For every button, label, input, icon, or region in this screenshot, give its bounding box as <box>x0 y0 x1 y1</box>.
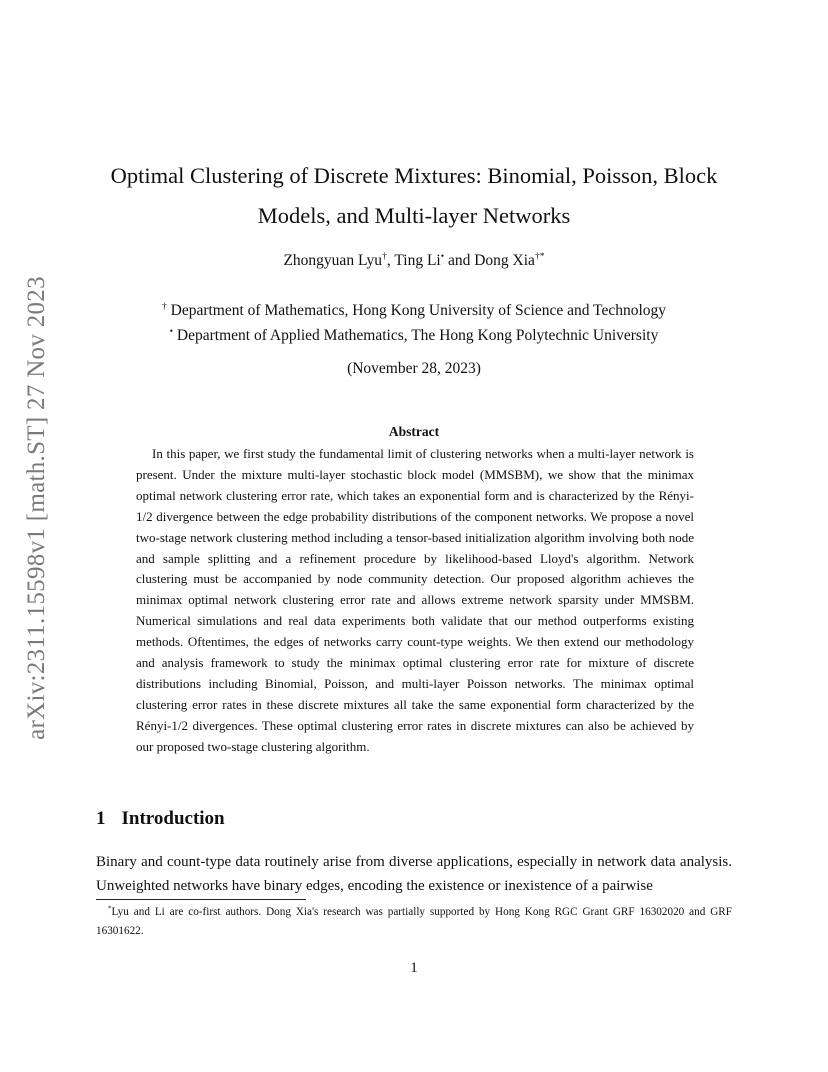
author-name: Dong Xia <box>474 252 535 269</box>
author-mark: • <box>440 250 445 262</box>
introduction-text: Binary and count-type data routinely arise from diverse applications, especially in network data analysis. Unweighted networks have binary edges, encoding the existence or inexistence of a pairwise <box>96 854 732 894</box>
section-number: 1 <box>96 808 106 829</box>
footnote-text: Lyu and Li are co-first authors. Dong Xia's research was partially supported by Hong Kong RGC Grant GRF 16302020 and GRF 16301622. <box>96 906 732 937</box>
affiliation-mark: • <box>169 325 174 337</box>
section-heading <box>96 808 225 830</box>
author-name: Ting Li <box>394 252 441 269</box>
page-number: 1 <box>410 960 418 976</box>
author-mark: † <box>382 250 387 262</box>
author-separator: and <box>444 252 475 269</box>
affiliation-text: Department of Applied Mathematics, The Hong Kong Polytechnic University <box>173 327 659 344</box>
affiliation-line <box>96 323 732 348</box>
abstract-text: In this paper, we first study the fundamental limit of clustering networks when a multi-layer network is present. Under the mixture multi-layer stochastic block model (MMSBM), we show that the minimax optimal network clustering error rate, which takes an exponential form and is characterized by the Rényi-1/2 divergence between the edge probability distributions of the component networks. We propose a novel two-stage network clustering method including a tensor-based initialization algorithm involving both node and sample splitting and a refinement procedure by likelihood-based Lloyd's algorithm. Network clustering must be accompanied by node community detection. Our proposed algorithm achieves the minimax optimal network clustering error rate and allows extreme network sparsity under MMSBM. Numerical simulations and real data experiments both validate that our method outperforms existing methods. Oftentimes, the edges of networks carry count-type weights. We then extend our methodology and analysis framework to study the minimax optimal clustering error rate for mixture of discrete distributions including Binomial, Poisson, and multi-layer Poisson networks. The minimax optimal clustering error rates in these discrete mixtures all take the same exponential form characterized by the Rényi-1/2 divergences. These optimal clustering error rates in discrete mixtures can also be achieved by our proposed two-stage clustering algorithm. <box>136 446 694 754</box>
affiliation-mark: † <box>161 300 167 312</box>
section-title: Introduction <box>121 808 225 829</box>
footnote-rule <box>96 899 306 900</box>
author-separator: , <box>386 252 395 269</box>
affiliation-text: Department of Mathematics, Hong Kong University of Science and Technology <box>166 302 667 319</box>
affiliation-line <box>96 298 732 323</box>
author-list <box>96 250 732 272</box>
paper-date: (November 28, 2023) <box>347 360 481 377</box>
affiliation-list <box>96 298 732 348</box>
footnote-mark: * <box>108 904 112 913</box>
author-mark: †* <box>534 250 545 262</box>
paper-title: Optimal Clustering of Discrete Mixtures: Binomial, Poisson, Block Models, and Multi-layer Networks <box>110 163 718 228</box>
author-name: Zhongyuan Lyu <box>283 252 383 269</box>
footnote <box>96 903 732 941</box>
arxiv-identifier: arXiv:2311.15598v1 [math.ST] 27 Nov 2023 <box>23 276 50 740</box>
arxiv-sidebar-stamp <box>12 268 62 748</box>
abstract-heading: Abstract <box>388 424 440 439</box>
